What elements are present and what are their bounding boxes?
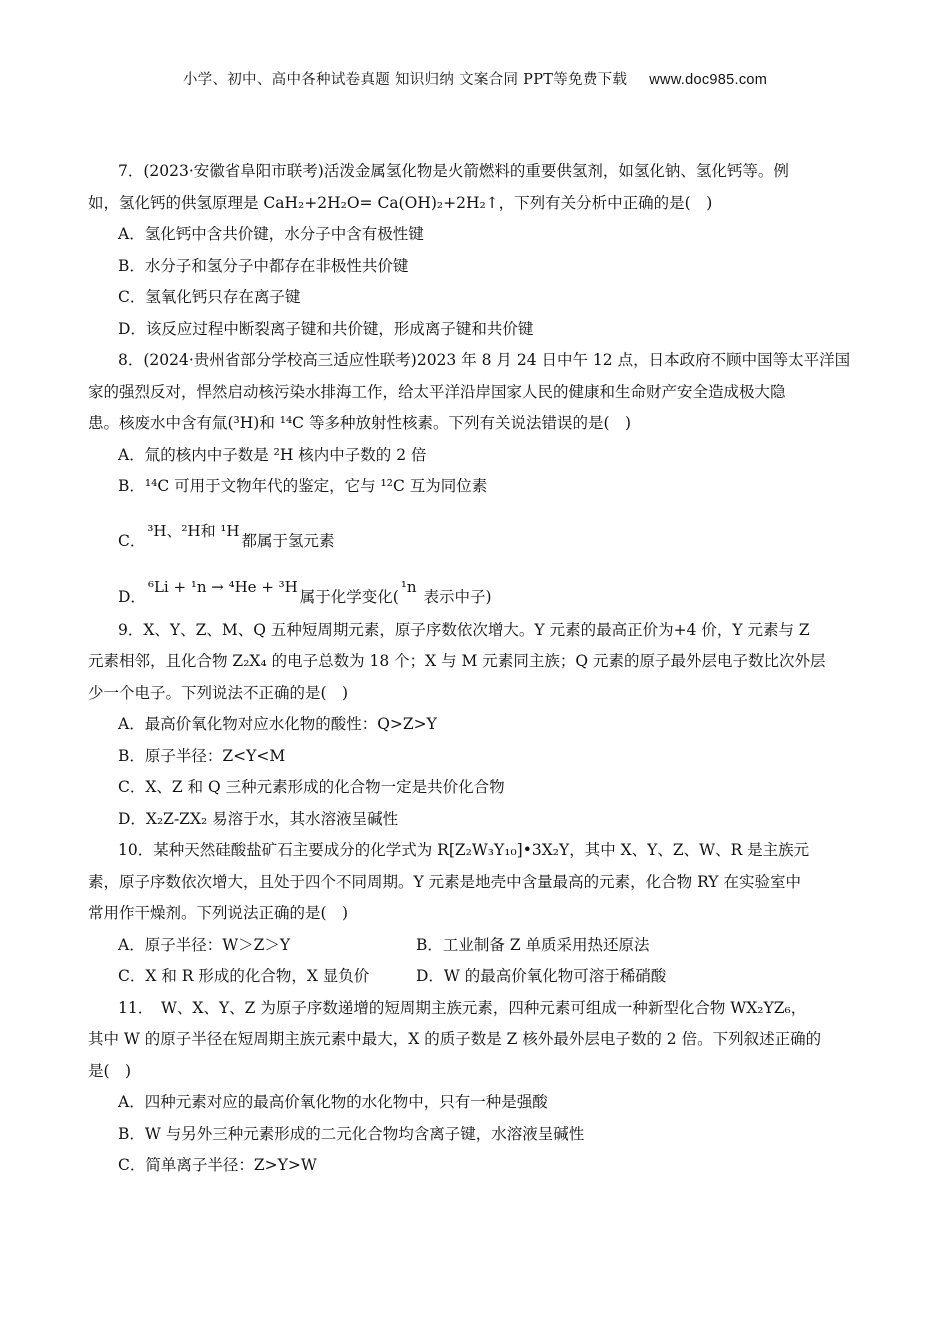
header-url[interactable]: www.doc985.com — [649, 72, 768, 88]
question-stem: 是( ) — [88, 1061, 132, 1080]
question-9 — [88, 615, 866, 836]
options-row — [88, 961, 866, 993]
question-stem: 患。核废水中含有氚(³H)和 ¹⁴C 等多种放射性核素。下列有关说法错误的是( ) — [88, 414, 632, 432]
option-a[interactable]: A．原子半径：W＞Z＞Y — [118, 935, 291, 954]
question-stem: 7．(2023·安徽省阜阳市联考)活泼金属氢化物是火箭燃料的重要供氢剂，如氢化钠、氢化钙等。例 — [118, 162, 789, 180]
option-text: 都属于氢元素 — [241, 531, 335, 550]
option-b[interactable]: B．¹⁴C 可用于文物年代的鉴定，它与 ¹²C 互为同位素 — [118, 477, 488, 495]
header-text: 小学、初中、高中各种试卷真题 知识归纳 文案合同 PPT等免费下载 — [182, 72, 628, 88]
option-d[interactable]: D．X₂Z-ZX₂ 易溶于水，其水溶液呈碱性 — [118, 809, 399, 828]
option-label: C． — [118, 531, 146, 550]
question-7 — [88, 156, 866, 345]
question-stem: 少一个电子。下列说法不正确的是( ) — [88, 683, 349, 702]
option-a[interactable]: A．最高价氧化物对应水化物的酸性：Q>Z>Y — [118, 715, 437, 733]
option-a[interactable]: A．四种元素对应的最高价氧化物的水化物中，只有一种是强酸 — [118, 1093, 548, 1111]
question-stem: 11． W、X、Y、Z 为原子序数递增的短周期主族元素，四种元素可组成一种新型化合物 WX₂YZ₆， — [118, 998, 807, 1017]
question-stem: 常用作干燥剂。下列说法正确的是( ) — [88, 904, 349, 922]
option-b[interactable]: B．W 与另外三种元素形成的二元化合物均含离子键，水溶液呈碱性 — [118, 1124, 585, 1143]
neutron-symbol: ¹n — [400, 577, 417, 596]
document-body — [88, 156, 866, 1182]
option-b[interactable]: B．工业制备 Z 单质采用热还原法 — [416, 935, 650, 954]
question-stem: 素，原子序数依次增大，且处于四个不同周期。Y 元素是地壳中含量最高的元素，化合物 RY 在实验室中 — [88, 872, 801, 891]
question-11 — [88, 993, 866, 1182]
question-stem: 其中 W 的原子半径在短周期主族元素中最大，X 的质子数是 Z 核外最外层电子数的 2 倍。下列叙述正确的 — [88, 1030, 822, 1048]
option-d[interactable]: D．该反应过程中断裂离子键和共价键，形成离子键和共价键 — [118, 319, 534, 338]
option-text: 表示中子) — [418, 587, 492, 606]
question-stem: 10．某种天然硅酸盐矿石主要成分的化学式为 R[Z₂W₃Y₁₀]•3X₂Y，其中 X、Y、Z、W、R 是主族元 — [118, 841, 810, 859]
option-text: 属于化学变化( — [299, 587, 399, 606]
option-b[interactable]: B．原子半径：Z<Y<M — [118, 746, 286, 765]
question-stem: 家的强烈反对，悍然启动核污染水排海工作，给太平洋沿岸国家人民的健康和生命财产安全造成极大隐 — [88, 382, 786, 401]
page-header — [0, 68, 950, 89]
question-stem: 如，氢化钙的供氢原理是 CaH₂+2H₂O= Ca(OH)₂+2H₂↑，下列有关分析中正确的是( ) — [88, 193, 713, 212]
nuclide-formula: ³H、²H和 ¹H — [147, 521, 240, 540]
option-a[interactable]: A．氚的核内中子数是 ²H 核内中子数的 2 倍 — [118, 445, 427, 464]
option-c[interactable]: C．简单离子半径：Z>Y>W — [118, 1156, 317, 1174]
option-d[interactable] — [88, 559, 866, 615]
question-10 — [88, 835, 866, 993]
option-d[interactable]: D．W 的最高价氧化物可溶于稀硝酸 — [416, 967, 667, 985]
option-c[interactable]: C．X、Z 和 Q 三种元素形成的化合物一定是共价化合物 — [118, 778, 505, 796]
question-stem: 8．(2024·贵州省部分学校高三适应性联考)2023 年 8 月 24 日中午 12 点，日本政府不顾中国等太平洋国 — [118, 351, 851, 369]
nuclear-equation: ⁶Li + ¹n → ⁴He + ³H — [147, 577, 298, 596]
question-stem: 9．X、Y、Z、M、Q 五种短周期元素，原子序数依次增大。Y 元素的最高正价为+4 价，Y 元素与 Z — [118, 620, 810, 639]
option-a[interactable]: A．氢化钙中含共价键，水分子中含有极性键 — [118, 225, 424, 243]
question-8 — [88, 345, 866, 615]
question-stem: 元素相邻，且化合物 Z₂X₄ 的电子总数为 18 个；X 与 M 元素同主族；Q 元素的原子最外层电子数比次外层 — [88, 652, 826, 670]
option-label: D． — [118, 587, 146, 606]
option-c[interactable] — [88, 503, 866, 559]
option-c[interactable]: C．氢氧化钙只存在离子键 — [118, 288, 301, 306]
option-c[interactable]: C．X 和 R 形成的化合物，X 显负价 — [118, 967, 370, 985]
options-row — [88, 930, 866, 962]
option-b[interactable]: B．水分子和氢分子中都存在非极性共价键 — [118, 256, 409, 275]
